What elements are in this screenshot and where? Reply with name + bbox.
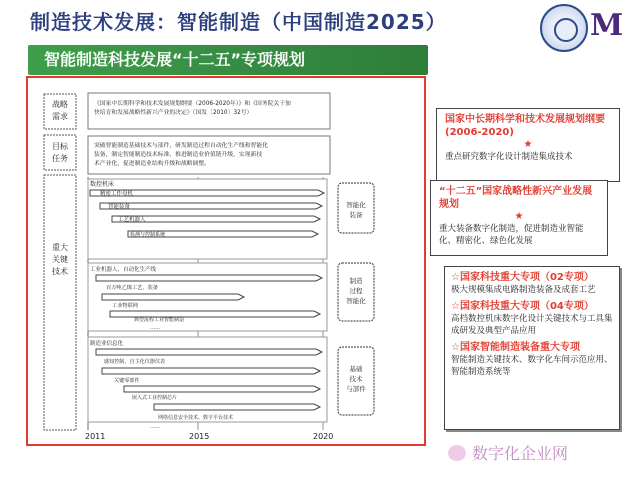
svg-text:智能装备: 智能装备 bbox=[108, 204, 131, 210]
policy-box-2-star-icon: ★ bbox=[514, 211, 524, 222]
watermark: 数字化企业网 bbox=[448, 442, 628, 466]
svg-text:典型流程工业智能制造: 典型流程工业智能制造 bbox=[134, 317, 185, 323]
svg-text:快培育和发展战略性新兴产业的决定》（国发〔2010〕32号）: 快培育和发展战略性新兴产业的决定》（国发〔2010〕32号） bbox=[94, 110, 253, 116]
svg-text:关键零部件: 关键零部件 bbox=[114, 378, 140, 384]
m-logo-icon: M bbox=[590, 8, 624, 43]
svg-text:基础: 基础 bbox=[349, 365, 363, 373]
svg-text:工艺机器人: 工艺机器人 bbox=[118, 217, 146, 223]
policy-box-3-item1-body: 极大规模集成电路制造装备及成套工艺 bbox=[451, 285, 596, 295]
svg-text:关键: 关键 bbox=[52, 255, 68, 264]
svg-text:……: …… bbox=[150, 424, 160, 430]
policy-box-1-star-icon: ★ bbox=[523, 139, 533, 150]
policy-box-2 bbox=[430, 180, 608, 256]
timeline-2020: 2020 bbox=[313, 432, 334, 440]
svg-text:装备: 装备 bbox=[349, 211, 363, 219]
svg-text:重大: 重大 bbox=[52, 243, 68, 252]
policy-box-3 bbox=[444, 266, 620, 430]
timeline-2011: 2011 bbox=[85, 432, 106, 440]
svg-text:装备，制定智能制造技术标准，推进制造业价值链升级，实现新技: 装备，制定智能制造技术标准，推进制造业价值链升级，实现新技 bbox=[94, 152, 263, 158]
policy-box-3-item1-heading: ☆国家科技重大专项（02专项） bbox=[451, 272, 594, 283]
policy-box-3-item3-body: 智能制造关键技术、数字化车间示范应用、智能制造系统等 bbox=[451, 355, 613, 377]
svg-text:工业物联网: 工业物联网 bbox=[112, 303, 138, 309]
svg-text:术产业化，促进制造业结构升级和战略调整。: 术产业化，促进制造业结构升级和战略调整。 bbox=[94, 161, 210, 167]
policy-box-3-item2-body: 高档数控机床数字化设计关键技术与工具集成研发及典型产品应用 bbox=[451, 314, 613, 336]
svg-text:嵌入式工业控制芯片: 嵌入式工业控制芯片 bbox=[132, 395, 178, 401]
svg-text:精密工作母机: 精密工作母机 bbox=[100, 191, 134, 197]
svg-text:《国家中长期科学和技术发展规划纲要（2006-2020年）》: 《国家中长期科学和技术发展规划纲要（2006-2020年）》和《国务院关于加 bbox=[94, 101, 291, 107]
policy-box-3-item3-heading: ☆国家智能制造装备重大专项 bbox=[451, 342, 580, 353]
svg-text:制造: 制造 bbox=[349, 277, 363, 285]
policy-box-1 bbox=[436, 108, 620, 182]
svg-text:网络信息安全技术、数字平台技术: 网络信息安全技术、数字平台技术 bbox=[158, 415, 234, 421]
policy-box-2-heading: “十二五”国家战略性新兴产业发展规划 bbox=[439, 186, 593, 210]
university-logo-icon bbox=[540, 4, 588, 52]
row-label-strategy: 战略 bbox=[52, 100, 68, 109]
svg-text:检测与控制系统: 检测与控制系统 bbox=[130, 232, 166, 238]
svg-text:工业机器人、自动化生产线: 工业机器人、自动化生产线 bbox=[90, 267, 157, 273]
svg-text:百万吨乙烯工艺、装备: 百万吨乙烯工艺、装备 bbox=[106, 285, 158, 291]
svg-text:与部件: 与部件 bbox=[346, 385, 366, 393]
policy-box-3-item2-heading: ☆国家科技重大专项（04专项） bbox=[451, 301, 594, 312]
svg-text:技术: 技术 bbox=[349, 375, 363, 383]
svg-text:目标: 目标 bbox=[52, 142, 68, 151]
svg-text:过程: 过程 bbox=[349, 287, 363, 295]
policy-box-1-body: 重点研究数字化设计制造集成技术 bbox=[445, 152, 573, 162]
svg-text:需求: 需求 bbox=[52, 112, 68, 121]
svg-text:感知控制、自主化仪器仪表: 感知控制、自主化仪器仪表 bbox=[104, 359, 166, 365]
plan-diagram bbox=[38, 85, 420, 440]
svg-text:智能化: 智能化 bbox=[346, 297, 366, 305]
svg-text:制造业信息化: 制造业信息化 bbox=[90, 341, 124, 347]
policy-box-2-body: 重大装备数字化制造，促进制造业智能化、精密化、绿色化发展 bbox=[439, 224, 584, 246]
subtitle: 智能制造科技发展“十二五”专项规划 bbox=[44, 50, 306, 69]
svg-text:智能化: 智能化 bbox=[346, 201, 366, 209]
svg-text:技术: 技术 bbox=[52, 267, 68, 276]
policy-box-1-heading: 国家中长期科学和技术发展规划纲要(2006-2020) bbox=[445, 114, 605, 138]
timeline-2015: 2015 bbox=[189, 432, 210, 440]
svg-text:数控机床: 数控机床 bbox=[90, 181, 115, 188]
wechat-icon bbox=[448, 445, 466, 461]
svg-text:任务: 任务 bbox=[52, 154, 68, 163]
page-title: 制造技术发展：智能制造（中国制造2025） bbox=[30, 10, 447, 34]
svg-text:突破智能制造基础技术与部件，研发制造过程自动化生产线和智能化: 突破智能制造基础技术与部件，研发制造过程自动化生产线和智能化 bbox=[94, 143, 268, 149]
svg-text:……: …… bbox=[150, 325, 160, 331]
